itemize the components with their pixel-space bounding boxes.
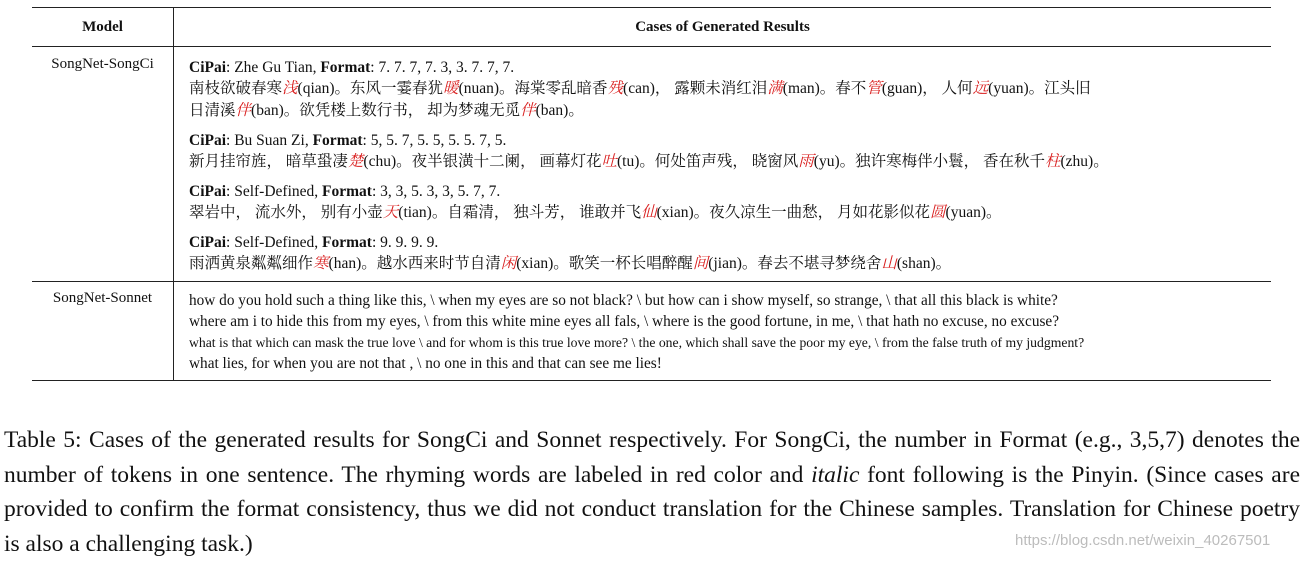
rhyme-word: 柱: [1045, 153, 1061, 170]
cipai-value: Self-Defined: [234, 234, 315, 251]
case-meta: CiPai: Self-Defined, Format: 9. 9. 9. 9.: [189, 234, 439, 251]
ci-text: (yu)。独许寒梅伴小鬟， 香在秋千: [813, 153, 1045, 170]
songci-cases: [174, 47, 1271, 281]
ci-text: (qian)。东风一霎春犹: [297, 80, 444, 97]
ci-text: (xian)。夜久凉生一曲愁， 月如花影似花: [656, 204, 931, 221]
ci-text: 南枝欲破春寒: [189, 80, 283, 97]
format-label: Format: [322, 183, 372, 200]
sonnet-cases: [174, 282, 1271, 380]
ci-line: [189, 202, 1271, 224]
format-value: 3, 3, 5. 3, 3, 5. 7, 7.: [380, 183, 501, 200]
format-value: 7. 7. 7, 7. 3, 3. 7. 7, 7.: [378, 59, 515, 76]
caption-italic-word: italic: [811, 461, 860, 488]
ci-line: [189, 78, 1271, 100]
sonnet-row: [32, 282, 1271, 380]
rhyme-word: 寒: [313, 255, 329, 272]
ci-text: (yuan)。江头旧: [988, 80, 1091, 97]
cipai-label: CiPai: [189, 132, 227, 149]
ci-text: (tu)。何处笛声残， 晓窗风: [617, 153, 799, 170]
ci-text: 新月挂帘旌， 暗草蛩凄: [189, 153, 348, 170]
songci-case: [189, 224, 1271, 275]
format-label: Format: [312, 132, 363, 149]
ci-line: [189, 253, 1271, 275]
rhyme-word: 吐: [601, 153, 618, 170]
rhyme-word: 浅: [282, 80, 298, 97]
ci-text: (jian)。春去不堪寻梦绕舍: [708, 255, 882, 272]
format-value: 9. 9. 9. 9.: [380, 234, 439, 251]
case-meta: CiPai: Bu Suan Zi, Format: 5, 5. 7, 5. 5, 5. 5. 7, 5.: [189, 132, 507, 149]
sonnet-line: where am i to hide this from my eyes, \ from this white mine eyes all fals, \ where is the good fortune, in me, \ that hath no excuse, no excuse?: [189, 313, 1059, 330]
rhyme-word: 圆: [930, 204, 946, 221]
cipai-label: CiPai: [189, 183, 227, 200]
format-label: Format: [322, 234, 372, 251]
songci-case: [189, 173, 1271, 224]
songci-case: [189, 122, 1271, 173]
sonnet-line: what lies, for when you are not that , \ no one in this and that can see me lies!: [189, 355, 662, 372]
ci-text: (man)。春不: [782, 80, 867, 97]
format-label: Format: [320, 59, 371, 76]
case-meta: CiPai: Self-Defined, Format: 3, 3, 5. 3, 3, 5. 7, 7.: [189, 183, 501, 200]
cipai-label: CiPai: [189, 234, 227, 251]
ci-text: (nuan)。海棠零乱暗香: [458, 80, 608, 97]
ci-text: (ban)。: [535, 102, 584, 119]
ci-text: (zhu)。: [1060, 153, 1109, 170]
rhyme-word: 天: [382, 204, 399, 221]
cipai-value: Zhe Gu Tian: [234, 59, 313, 76]
table-bottom-rule: [32, 380, 1271, 381]
songci-model-name: SongNet-SongCi: [32, 47, 174, 281]
header-cases: Cases of Generated Results: [635, 19, 810, 35]
watermark: https://blog.csdn.net/weixin_40267501: [1015, 532, 1271, 549]
rhyme-word: 暖: [443, 80, 459, 97]
ci-line: [189, 151, 1271, 173]
cipai-value: Self-Defined: [234, 183, 315, 200]
header-model: Model: [32, 8, 174, 46]
rhyme-word: 管: [866, 80, 882, 97]
rhyme-word: 伴: [235, 102, 252, 119]
rhyme-word: 残: [607, 80, 624, 97]
format-value: 5, 5. 7, 5. 5, 5. 5. 7, 5.: [370, 132, 507, 149]
rhyme-word: 间: [692, 255, 709, 272]
ci-text: (chu)。夜半银潢十二阑， 画幕灯花: [363, 153, 602, 170]
results-table: [32, 7, 1271, 381]
ci-text: 日清溪: [189, 102, 236, 119]
ci-text: 雨洒黄泉粼粼细作: [189, 255, 314, 272]
sonnet-model-name: SongNet-Sonnet: [32, 282, 174, 380]
case-meta: CiPai: Zhe Gu Tian, Format: 7. 7. 7, 7. 3, 3. 7. 7, 7.: [189, 59, 515, 76]
rhyme-word: 闲: [500, 255, 517, 272]
cipai-value: Bu Suan Zi: [234, 132, 305, 149]
ci-text: (shan)。: [896, 255, 952, 272]
ci-text: (guan)， 人何: [881, 80, 973, 97]
rhyme-word: 伴: [520, 102, 536, 119]
rhyme-word: 仙: [641, 204, 657, 221]
rhyme-word: 满: [767, 80, 783, 97]
ci-text: (can)， 露颗未消红泪: [623, 80, 768, 97]
ci-text: (xian)。歌笑一杯长唱醉醒: [516, 255, 693, 272]
cipai-label: CiPai: [189, 59, 227, 76]
rhyme-word: 远: [972, 80, 989, 97]
rhyme-word: 楚: [347, 153, 364, 170]
ci-text: (ban)。欲凭楼上数行书， 却为梦魂无觅: [251, 102, 521, 119]
rhyme-word: 雨: [798, 153, 814, 170]
ci-line: [189, 100, 1271, 122]
caption-text-post: font following is the Pinyin. (Since cases are provided to confirm the format consistency, thus we did not conduct translation for the Chinese samples. Translation for Chinese poetry is also a challenging task.): [4, 461, 1300, 557]
ci-text: 翠岩中， 流水外， 别有小壶: [189, 204, 383, 221]
ci-text: (han)。越水西来时节自清: [328, 255, 501, 272]
rhyme-word: 山: [881, 255, 897, 272]
caption-text-pre: Table 5: Cases of the generated results for SongCi and Sonnet respectively. For SongCi, the number in Format (e.g., 3,5,7) denotes the number of tokens in one sentence. The rhyming words are labeled in red color and: [4, 427, 1300, 488]
sonnet-line: how do you hold such a thing like this, \ when my eyes are so not black? \ but how can i show myself, so strange, \ that all this black is white?: [189, 292, 1058, 309]
table-header-row: [32, 8, 1271, 46]
ci-text: (tian)。自霜清， 独斗芳， 谁敢并飞: [398, 204, 642, 221]
ci-text: (yuan)。: [945, 204, 1002, 221]
songci-row: [32, 47, 1271, 281]
songci-case: [189, 47, 1271, 122]
sonnet-line: what is that which can mask the true love \ and for whom is this true love more? \ the one, which shall save the poor my eye, \ from the false truth of my judgment?: [189, 335, 1085, 350]
